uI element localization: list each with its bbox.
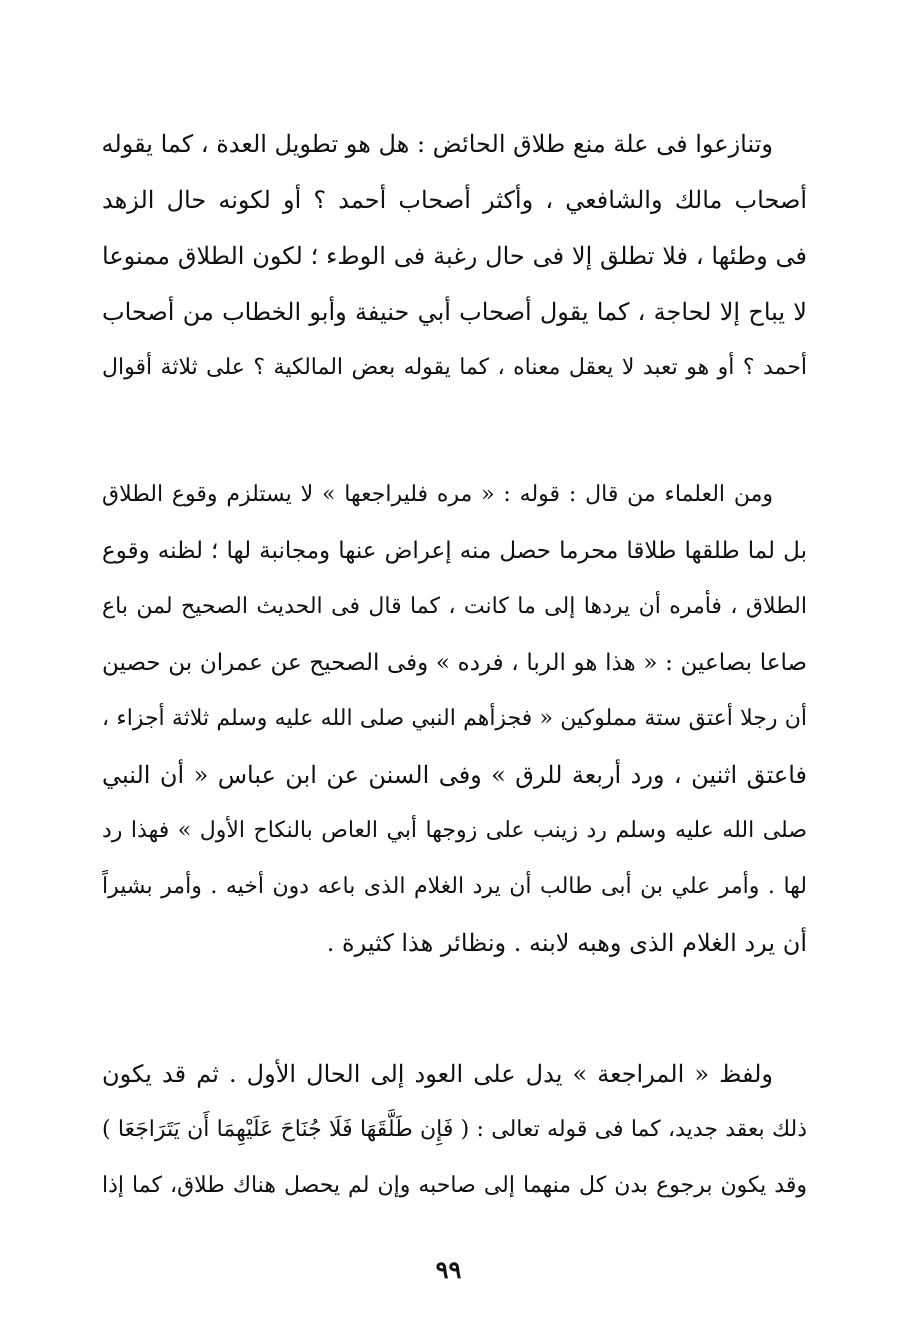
text-line: أصحاب مالك والشافعي ، وأكثر أصحاب أحمد ؟ أو لكونه حال الزهد [102, 186, 807, 214]
text-line: لا يباح إلا لحاجة ، كما يقول أصحاب أبي حنيفة وأبو الخطاب من أصحاب [102, 298, 807, 326]
text-line: فى وطئها ، فلا تطلق إلا فى حال رغبة فى الوطء ؛ لكون الطلاق ممنوعا [102, 242, 807, 270]
page-number: ٩٩ [435, 1255, 462, 1284]
paragraph-meaning-of-murajaa [102, 1046, 807, 1214]
text-line: فاعتق اثنين ، ورد أربعة للرق » وفى السنن عن ابن عباس « أن النبي [102, 761, 807, 789]
text-line: لها . وأمر علي بن أبى طالب أن يرد الغلام الذى باعه دون أخيه . وأمر بشيراً [102, 874, 807, 899]
text-line: أحمد ؟ أو هو تعبد لا يعقل معناه ، كما يقوله بعض المالكية ؟ على ثلاثة أقوال [102, 355, 807, 380]
text-line: ومن العلماء من قال : قوله : « مره فليراجعها » لا يستلزم وقوع الطلاق [102, 482, 773, 507]
text-line: بل لما طلقها طلاقا محرما حصل منه إعراض عنها ومجانبة لها ؛ لظنه وقوع [102, 538, 807, 564]
text-line: الطلاق ، فأمره أن يردها إلى ما كانت ، كما قال فى الحديث الصحيح لمن باع [102, 594, 807, 619]
text-line: أن رجلا أعتق ستة مملوكين « فجزأهم النبي صلى الله عليه وسلم ثلاثة أجزاء ، [102, 706, 807, 731]
text-line: صلى الله عليه وسلم رد زينب على زوجها أبي العاص بالنكاح الأول » فهذا رد [102, 818, 807, 843]
text-line: ولفظ « المراجعة » يدل على العود إلى الحال الأول . ثم قد يكون [102, 1060, 773, 1088]
paragraph-scholars-opinion [102, 467, 807, 971]
text-line: وقد يكون برجوع بدن كل منهما إلى صاحبه وإن لم يحصل هناك طلاق، كما إذا [102, 1173, 807, 1198]
text-line: أن يرد الغلام الذى وهبه لابنه . ونظائر هذا كثيرة . [326, 929, 807, 957]
paragraph-menstruation-divorce [102, 116, 807, 396]
text-line-with-quran-verse: ذلك بعقد جديد، كما فى قوله تعالى : ( فَإِن طَلَّقَهَا فَلَا جُنَاحَ عَلَيْهِمَا أَن يَتَرَاجَعَا ) [102, 1117, 807, 1142]
text-line: وتنازعوا فى علة منع طلاق الحائض : هل هو تطويل العدة ، كما يقوله [102, 130, 773, 158]
text-line: صاعا بصاعين : « هذا هو الربا ، فرده » وفى الصحيح عن عمران بن حصين [102, 650, 807, 676]
